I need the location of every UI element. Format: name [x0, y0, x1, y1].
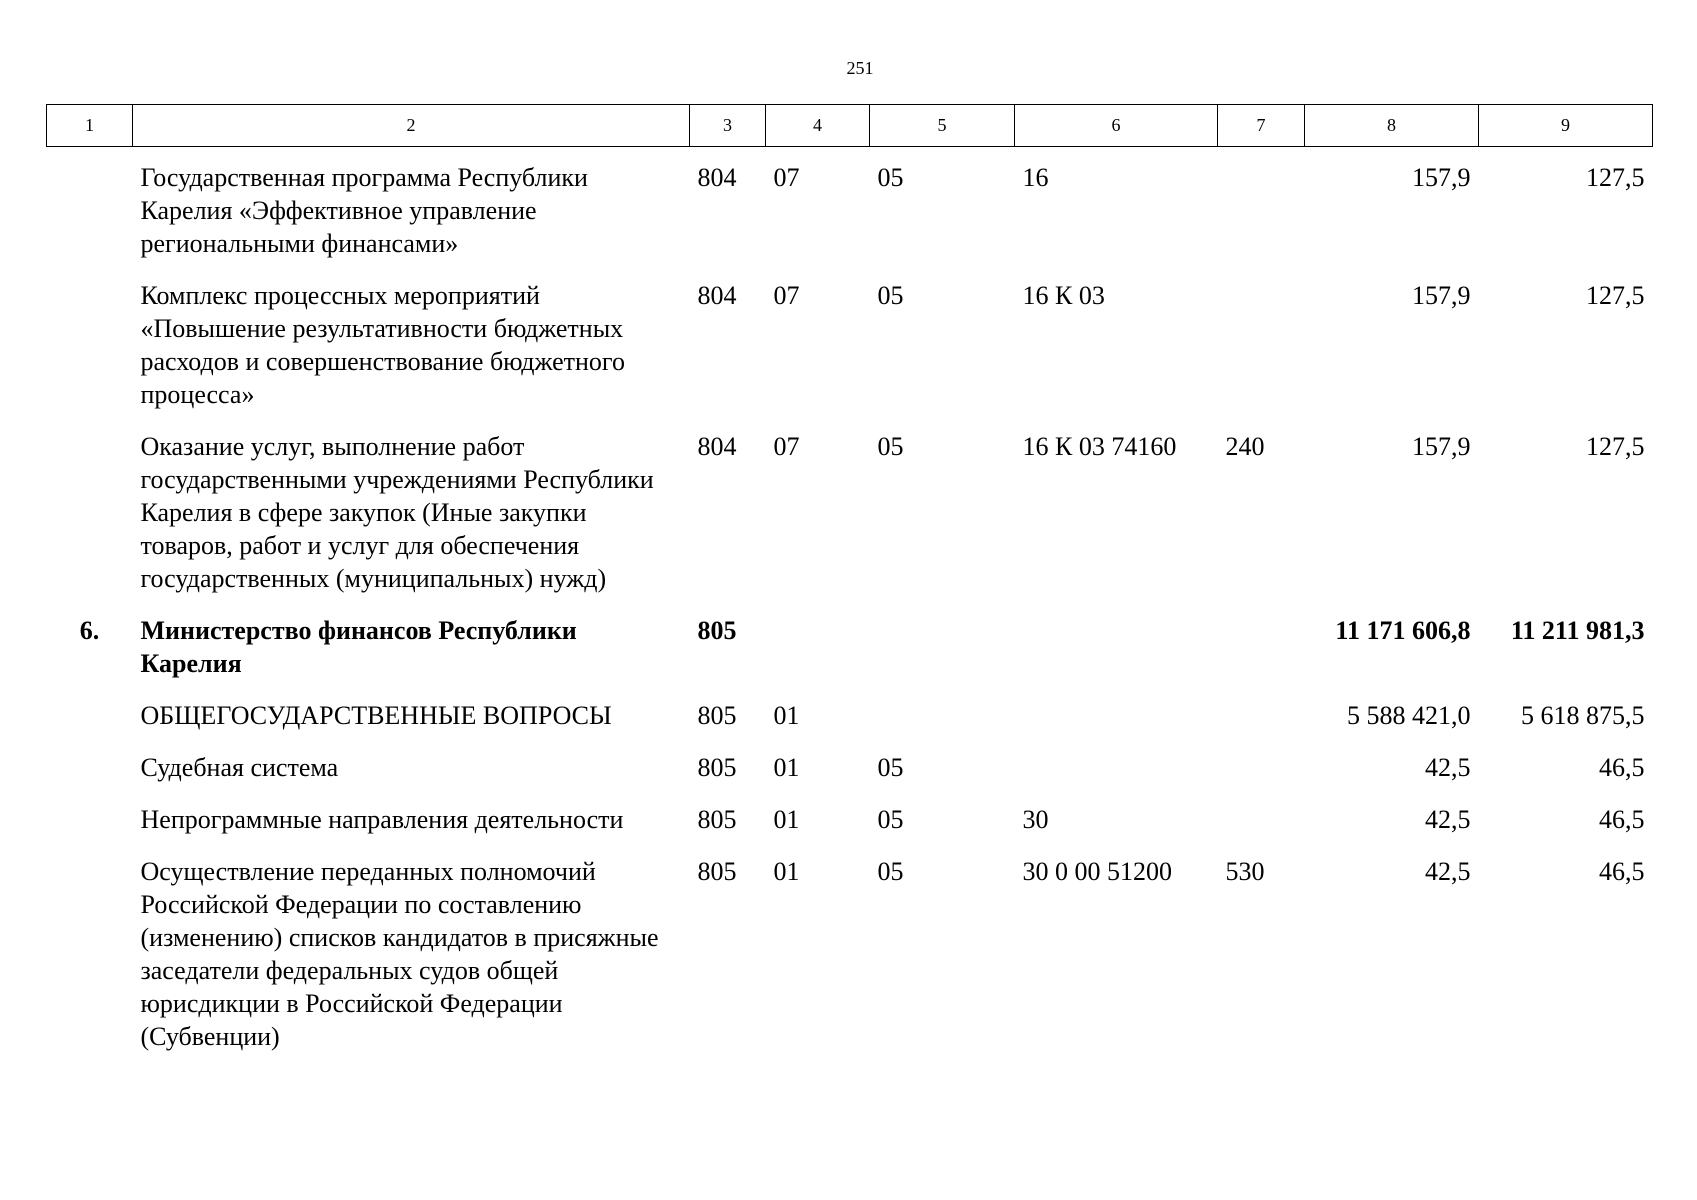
row-code-7: 240: [1225, 432, 1265, 461]
row-code-4: 07: [773, 163, 800, 192]
header-cell: 7: [1218, 105, 1305, 147]
row-code-6: 30 0 00 51200: [1022, 857, 1172, 886]
header-cell: 5: [870, 105, 1015, 147]
row-name: Государственная программа Республики Карелия «Эффективное управление региональными финансами»: [140, 163, 588, 258]
header-cell: 4: [766, 105, 870, 147]
row-code-6: [1015, 741, 1218, 793]
row-code-3: 804: [697, 163, 737, 192]
row-code-7: [1218, 689, 1305, 741]
row-amount-8: 157,9: [1412, 432, 1471, 461]
row-code-3: 805: [697, 857, 737, 886]
row-index: [47, 793, 133, 845]
row-code-3: 804: [697, 432, 737, 461]
header-cell: 2: [133, 105, 690, 147]
row-amount-9: 127,5: [1586, 163, 1645, 192]
header-cell: 8: [1305, 105, 1479, 147]
row-code-5: 05: [877, 805, 904, 834]
table-row: [47, 147, 1653, 270]
row-name: Осуществление переданных полномочий Российской Федерации по составлению (изменению) списков кандидатов в присяжные заседатели федеральных судов общей юрисдикции в Российской Федерации (Субвенции): [140, 857, 659, 1051]
row-index: [47, 420, 133, 604]
header-cell: 6: [1015, 105, 1218, 147]
row-code-3: 805: [697, 701, 737, 730]
row-amount-9: 46,5: [1599, 753, 1645, 782]
row-amount-9: 127,5: [1586, 281, 1645, 310]
row-name: Комплекс процессных мероприятий «Повышение результативности бюджетных расходов и совершенствование бюджетного процесса»: [140, 281, 625, 409]
row-code-4: 01: [773, 857, 800, 886]
table-row: [47, 845, 1653, 1062]
row-code-4: 01: [773, 805, 800, 834]
budget-table: [46, 104, 1653, 1062]
row-amount-8: 42,5: [1425, 857, 1471, 886]
header-cell: 1: [47, 105, 133, 147]
row-name: Непрограммные направления деятельности: [140, 805, 624, 834]
column-number-header: [47, 105, 1653, 147]
row-code-5: [870, 689, 1015, 741]
row-code-3: 804: [697, 281, 737, 310]
row-index: [47, 147, 133, 270]
row-code-6: 16 К 03: [1022, 281, 1105, 310]
row-index: [47, 269, 133, 420]
row-code-7: [1218, 741, 1305, 793]
row-code-3: 805: [697, 805, 737, 834]
row-code-6: 16 К 03 74160: [1022, 432, 1177, 461]
row-code-6: 30: [1022, 805, 1049, 834]
row-amount-9: 5 618 875,5: [1521, 701, 1645, 730]
table-row: [47, 689, 1653, 741]
row-code-4: [766, 604, 870, 689]
row-code-6: 16: [1022, 163, 1049, 192]
row-code-6: [1015, 604, 1218, 689]
row-amount-8: 42,5: [1425, 753, 1471, 782]
row-code-4: 07: [773, 281, 800, 310]
row-code-5: [870, 604, 1015, 689]
row-code-5: 05: [877, 281, 904, 310]
row-name: ОБЩЕГОСУДАРСТВЕННЫЕ ВОПРОСЫ: [140, 701, 612, 730]
table-row: [47, 793, 1653, 845]
row-code-7: [1218, 793, 1305, 845]
row-amount-9: 127,5: [1586, 432, 1645, 461]
header-cell: 3: [690, 105, 766, 147]
row-amount-8: 157,9: [1412, 281, 1471, 310]
row-code-7: [1218, 604, 1305, 689]
row-index: [47, 741, 133, 793]
row-name: Оказание услуг, выполнение работ государственными учреждениями Республики Карелия в сфере закупок (Иные закупки товаров, работ и услуг для обеспечения государственных (муниципальных) нужд): [140, 432, 654, 593]
row-amount-8: 11 171 606,8: [1335, 616, 1471, 645]
table-row: [47, 741, 1653, 793]
row-code-3: 805: [697, 616, 737, 645]
row-amount-9: 46,5: [1599, 857, 1645, 886]
row-amount-9: 11 211 981,3: [1510, 616, 1645, 645]
header-cell: 9: [1479, 105, 1653, 147]
row-amount-8: 157,9: [1412, 163, 1471, 192]
row-code-5: 05: [877, 163, 904, 192]
row-code-3: 805: [697, 753, 737, 782]
table-row: [47, 269, 1653, 420]
row-code-4: 07: [773, 432, 800, 461]
row-index: [47, 845, 133, 1062]
row-code-5: 05: [877, 432, 904, 461]
row-name: Судебная система: [140, 753, 339, 782]
row-code-4: 01: [773, 701, 800, 730]
row-code-6: [1015, 689, 1218, 741]
table-row: [47, 420, 1653, 604]
row-amount-8: 5 588 421,0: [1347, 701, 1471, 730]
page-number: 251: [846, 58, 874, 78]
row-code-5: 05: [877, 753, 904, 782]
row-code-7: [1218, 269, 1305, 420]
row-code-7: 530: [1225, 857, 1265, 886]
row-code-7: [1218, 147, 1305, 270]
row-name: Министерство финансов Республики Карелия: [140, 616, 577, 678]
row-amount-8: 42,5: [1425, 805, 1471, 834]
row-amount-9: 46,5: [1599, 805, 1645, 834]
row-code-4: 01: [773, 753, 800, 782]
row-code-5: 05: [877, 857, 904, 886]
table-row-ministry: [47, 604, 1653, 689]
row-index: [47, 689, 133, 741]
row-index: 6.: [79, 616, 100, 645]
